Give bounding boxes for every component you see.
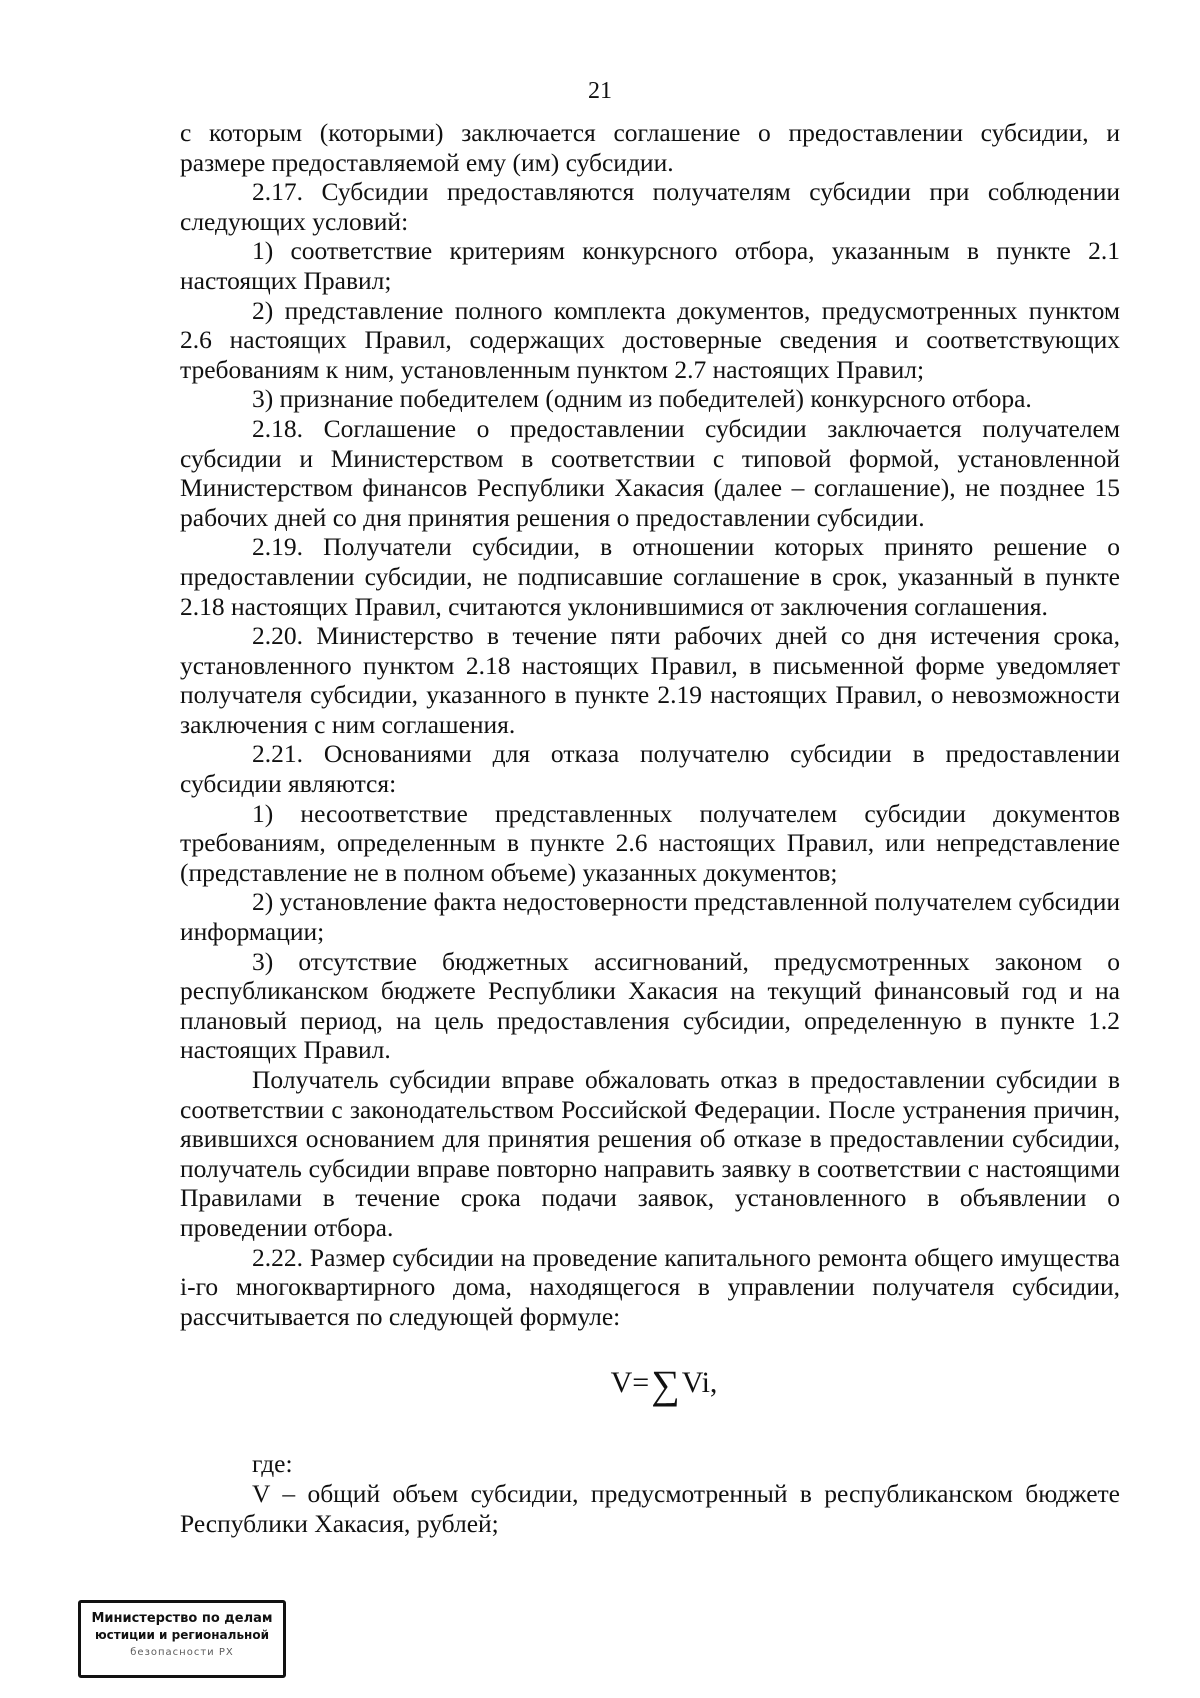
paragraph: 1) несоответствие представленных получателем субсидии документов требованиям, определенным в пункте 2.6 настоящих Правил, или непредставление (представление не в полном объеме) указанных документов;	[180, 798, 1120, 887]
paragraph: 2.22. Размер субсидии на проведение капитального ремонта общего имущества i-го многоквартирного дома, находящегося в управлении получателя субсидии, рассчитывается по следующей формуле:	[180, 1242, 1120, 1331]
paragraph: с которым (которыми) заключается соглашение о предоставлении субсидии, и размере предоставляемой ему (им) субсидии.	[180, 118, 1120, 177]
paragraph: 2.17. Субсидии предоставляются получателям субсидии при соблюдении следующих условий:	[180, 177, 1120, 236]
stamp-line-3: безопасности РХ	[130, 1647, 234, 1658]
formula-right: Vi,	[681, 1366, 718, 1400]
paragraph: 2) установление факта недостоверности представленной получателем субсидии информации;	[180, 887, 1120, 947]
paragraph: где:	[252, 1449, 293, 1479]
document-body	[180, 118, 1120, 1538]
stamp-line-1: Министерство по делам	[91, 1611, 273, 1626]
paragraph: 1) соответствие критериям конкурсного отбора, указанным в пункте 2.1 настоящих Правил;	[180, 236, 1120, 295]
paragraph: 2.20. Министерство в течение пяти рабочих дней со дня истечения срока, установленного пунктом 2.18 настоящих Правил, в письменной форме уведомляет получателя субсидии, указанного в пункте 2.19 настоящих Правил, о невозможности заключения с ним соглашения.	[180, 621, 1120, 739]
stamp-line-2: юстиции и региональной	[95, 1628, 269, 1642]
paragraph: 2.21. Основаниями для отказа получателю субсидии в предоставлении субсидии являются:	[180, 739, 1120, 799]
paragraphs	[180, 118, 1120, 1331]
paragraph: 2.18. Соглашение о предоставлении субсидии заключается получателем субсидии и Министерством в соответствии с типовой формой, установленной Министерством финансов Республики Хакасия (далее – соглашение), не позднее 15 рабочих дней со дня принятия решения о предоставлении субсидии.	[180, 413, 1120, 532]
formula-legend	[180, 1449, 1120, 1538]
page-number: 21	[588, 78, 612, 104]
paragraph: 2) представление полного комплекта документов, предусмотренных пунктом 2.6 настоящих Правил, содержащих достоверные сведения и соответствующих требованиям к ним, установленным пунктом 2.7 настоящих Правил;	[180, 295, 1120, 384]
sigma-symbol: ∑	[651, 1362, 680, 1408]
formula	[180, 1361, 1120, 1407]
paragraph: Получатель субсидии вправе обжаловать отказ в предоставлении субсидии в соответствии с законодательством Российской Федерации. После устранения причин, явившихся основанием для принятия решения об отказе в предоставлении субсидии, получатель субсидии вправе повторно направить заявку в соответствии с настоящими Правилами в течение срока подачи заявок, установленного в объявлении о проведении отбора.	[180, 1065, 1120, 1242]
paragraph: 2.19. Получатели субсидии, в отношении которых принято решение о предоставлении субсидии, не подписавшие соглашение в срок, указанный в пункте 2.18 настоящих Правил, считаются уклонившимися от заключения соглашения.	[180, 532, 1120, 621]
paragraph: 3) отсутствие бюджетных ассигнований, предусмотренных законом о республиканском бюджете Республики Хакасия на текущий финансовый год и на плановый период, на цель предоставления субсидии, определенную в пункте 1.2 настоящих Правил.	[180, 946, 1120, 1065]
registration-stamp	[78, 1600, 286, 1678]
formula-left: V=	[610, 1366, 650, 1400]
paragraph: 3) признание победителем (одним из победителей) конкурсного отбора.	[252, 384, 1032, 414]
paragraph: V – общий объем субсидии, предусмотренный в республиканском бюджете Республики Хакасия, рублей;	[180, 1478, 1120, 1538]
